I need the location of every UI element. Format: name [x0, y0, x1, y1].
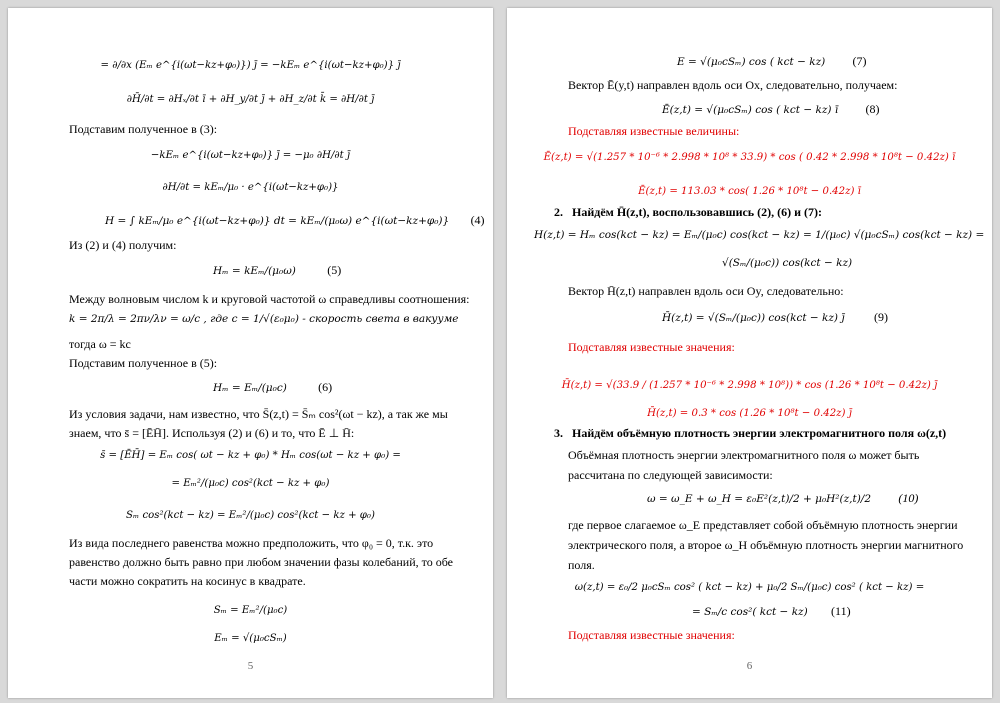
equation-sm: Sₘ = Eₘ²/(μ₀c) — [213, 604, 288, 616]
equation-9-number: (9) — [873, 310, 888, 324]
equation-11-number: (11) — [831, 604, 851, 618]
paragraph-condition-line2: знаем, что s̄ = [ĒH̄]. Используя (2) и (6) и то, что Ē ⊥ H̄: — [69, 426, 355, 440]
equation-7-number: (7) — [852, 54, 867, 68]
paragraph-phase-line3: части можно сократить на косинус в квадрате. — [69, 574, 306, 588]
equation-9-body: H̄(z,t) = √(Sₘ/(μ₀c)) cos(kct − kz) ȷ̄ — [662, 312, 845, 324]
equation-11-part1: ω(z,t) = ε₀/2 μ₀cSₘ cos² ( kct − kz) + μ₀/2 Sₘ/(μ₀c) cos² ( kct − kz) = — [574, 581, 925, 593]
equation-poynting-2: = Eₘ²/(μ₀c) cos²(kct − kz + φ₀) — [171, 477, 330, 489]
paragraph-substitute-3: Подставим полученное в (3): — [69, 122, 218, 136]
equation-5-number: (5) — [327, 263, 342, 277]
section-3-heading — [554, 426, 946, 440]
paragraph-energy-line1: Объёмная плотность энергии электромагнитного поля ω может быть — [568, 448, 920, 462]
red-note-known-values-3: Подставляя известные значения: — [568, 628, 735, 642]
paragraph-energy-line3: где первое слагаемое ω_E представляет собой объёмную плотность энергии — [568, 518, 958, 532]
section-2-heading — [554, 205, 822, 219]
equation-wavenumber: k = 2π/λ = 2πν/λν = ω/c , где c = 1/√(ε₀μ₀) - скорость света в вакууме — [69, 313, 459, 325]
equation-6-number: (6) — [318, 380, 333, 394]
equation-10 — [647, 491, 918, 506]
paragraph-from-2-4: Из (2) и (4) получим: — [69, 238, 177, 252]
section-2-number: 2. — [554, 205, 563, 219]
red-equation-E-result: Ē(z,t) = 113.03 * cos( 1.26 * 10⁸t − 0.42z) ī — [638, 185, 861, 197]
red-equation-H-result: H̄(z,t) = 0.3 * cos (1.26 * 10⁸t − 0.42z) ȷ̄ — [647, 407, 852, 419]
equation-H-derivation-1: H(z,t) = Hₘ cos(kct − kz) = Eₘ/(μ₀c) cos(kct − kz) = 1/(μ₀c) √(μ₀cSₘ) cos(kct − kz) = — [534, 229, 985, 241]
paragraph-then: тогда ω = kc — [69, 337, 131, 351]
paragraph-substitute-5: Подставим полученное в (5): — [69, 356, 218, 370]
paragraph-phase-line2: равенство должно быть равно при любом значении фазы колебаний, то обе — [69, 555, 454, 569]
equation-6 — [213, 380, 332, 395]
equation-10-number: (10) — [898, 491, 919, 505]
paragraph-vector-E: Вектор Ē(y,t) направлен вдоль оси Ox, следовательно, получаем: — [568, 78, 898, 92]
equation-7-body: E = √(μ₀cSₘ) cos ( kct − kz) — [677, 56, 826, 68]
equation-8-body: Ē(z,t) = √(μ₀cSₘ) cos ( kct − kz) ī — [662, 104, 839, 116]
document-page-6 — [507, 8, 992, 698]
equation-10-body: ω = ω_E + ω_H = ε₀E²(z,t)/2 + μ₀H²(z,t)/2 — [647, 493, 872, 505]
equation-4-body: H = ∫ kEₘ/μ₀ e^{i(ωt−kz+φ₀)} dt = kEₘ/(μ₀ω) e^{i(ωt−kz+φ₀)} — [105, 215, 450, 227]
red-note-known-values-2: Подставляя известные значения: — [568, 340, 735, 354]
equation-9 — [662, 310, 888, 325]
document-page-5 — [8, 8, 493, 698]
equation-7 — [677, 54, 867, 69]
paragraph-energy-line4: электрического поля, а второе ω_H объёмную плотность энергии магнитного — [568, 538, 964, 552]
paragraph-energy-line2: рассчитана по следующей зависимости: — [568, 468, 773, 482]
red-equation-H-numeric: H̄(z,t) = √(33.9 / (1.257 * 10⁻⁶ * 2.998 * 10⁸)) * cos (1.26 * 10⁸t − 0.42z) ȷ̄ — [561, 379, 938, 391]
red-note-known-values-1: Подставляя известные величины: — [568, 124, 740, 138]
equation-4 — [105, 213, 485, 228]
paragraph-vector-H: Вектор H̄(z,t) направлен вдоль оси Oy, следовательно: — [568, 284, 844, 298]
equation-poynting-3: Sₘ cos²(kct − kz) = Eₘ²/(μ₀c) cos²(kct − kz + φ₀) — [126, 509, 375, 521]
section-2-title: Найдём H̄(z,t), воспользовавшись (2), (6) и (7): — [572, 205, 823, 219]
equation-5-body: Hₘ = kEₘ/(μ₀ω) — [213, 265, 296, 277]
equation-6-body: Hₘ = Eₘ/(μ₀c) — [213, 382, 287, 394]
equation-11 — [692, 604, 851, 619]
equation-derivative: = ∂/∂x (Eₘ e^{i(ωt−kz+φ₀)}) ȷ̄ = −kEₘ e^{i(ωt−kz+φ₀)} ȷ̄ — [100, 59, 401, 71]
equation-substituted-3a: −kEₘ e^{i(ωt−kz+φ₀)} ȷ̄ = −μ₀ ∂H/∂t ȷ̄ — [150, 149, 351, 161]
equation-poynting-1: s̄ = [ĒH̄] = Eₘ cos( ωt − kz + φ₀) * Hₘ cos(ωt − kz + φ₀) = — [100, 449, 401, 461]
equation-4-number: (4) — [470, 213, 485, 227]
equation-H-derivation-2: √(Sₘ/(μ₀c)) cos(kct − kz) — [722, 257, 853, 269]
page-number: 6 — [746, 660, 753, 672]
equation-5 — [213, 263, 341, 278]
equation-em: Eₘ = √(μ₀cSₘ) — [214, 632, 287, 644]
equation-substituted-3b: ∂H/∂t = kEₘ/μ₀ · e^{i(ωt−kz+φ₀)} — [162, 181, 339, 193]
section-3-number: 3. — [554, 426, 563, 440]
red-equation-E-numeric: Ē(z,t) = √(1.257 * 10⁻⁶ * 2.998 * 10⁸ * 33.9) * cos ( 0.42 * 2.998 * 10⁸t − 0.42z) ī — [543, 151, 956, 163]
equation-dH-dt: ∂H̄/∂t = ∂Hₓ/∂t ī + ∂H_y/∂t ȷ̄ + ∂H_z/∂t k̄ = ∂H/∂t ȷ̄ — [126, 93, 375, 105]
paragraph-condition-line1: Из условия задачи, нам известно, что S̄(z,t) = S̄ₘ cos²(ωt − kz), а так же мы — [69, 407, 448, 421]
page-number: 5 — [247, 660, 254, 672]
equation-8 — [662, 102, 880, 117]
section-3-title: Найдём объёмную плотность энергии электромагнитного поля ω(z,t) — [572, 426, 947, 440]
paragraph-phase-line1: Из вида последнего равенства можно предположить, что φ₀ = 0, т.к. это — [69, 536, 434, 550]
equation-11-body: = Sₘ/c cos²( kct − kz) — [692, 606, 808, 618]
paragraph-wave-relation: Между волновым числом k и круговой частотой ω справедливы соотношения: — [69, 292, 470, 306]
paragraph-energy-line5: поля. — [568, 558, 595, 572]
equation-8-number: (8) — [865, 102, 880, 116]
